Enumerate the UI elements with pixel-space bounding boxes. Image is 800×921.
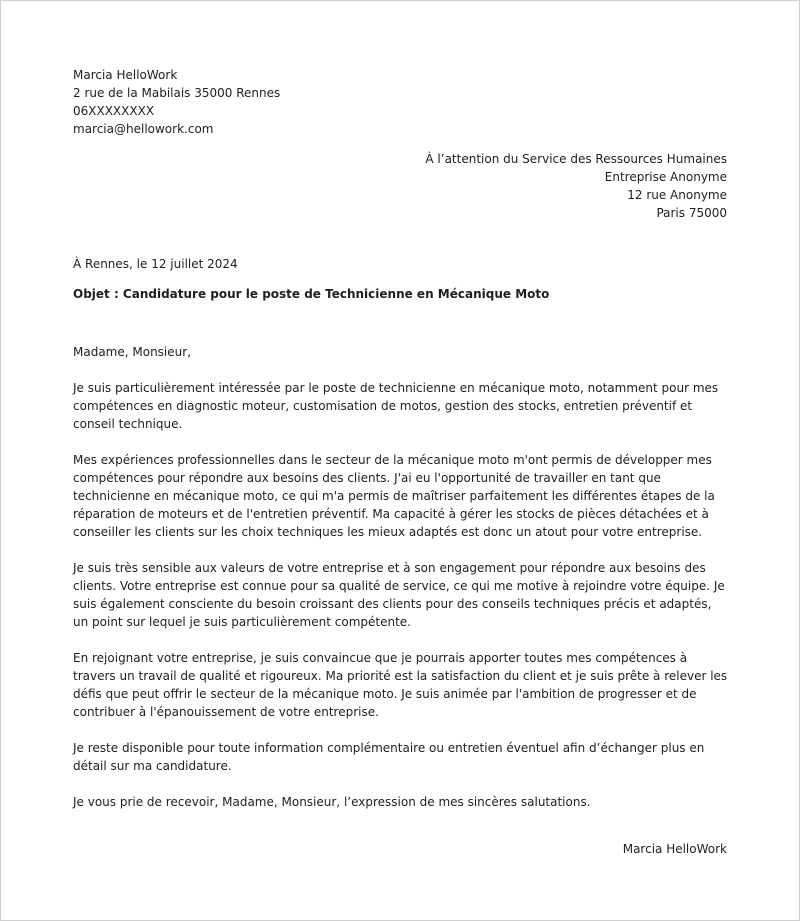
paragraph-1: Je suis particulièrement intéressée par le poste de technicienne en mécanique moto, notamment pour mes compétences en diagnostic moteur, customisation de motos, gestion des stocks, entretien préventif et conseil technique.: [73, 381, 719, 431]
greeting: Madame, Monsieur,: [73, 345, 192, 359]
recipient-city: Paris 75000: [656, 206, 727, 220]
paragraph-2: Mes expériences professionnelles dans le secteur de la mécanique moto m'ont permis de développer mes compétences pour répondre aux besoins des clients. J'ai eu l'opportunité de travailler en tant que technicienne en mécanique moto, ce qui m'a permis de maîtriser parfaitement les différentes étapes de la réparation de moteurs et de l'entretien préventif. Ma capacité à gérer les stocks de pièces détachées et à conseiller les clients sur les choix techniques les mieux adaptés est donc un atout pour votre entreprise.: [73, 453, 715, 539]
recipient-attention: À l’attention du Service des Ressources Humaines: [425, 152, 727, 166]
paragraph-4: En rejoignant votre entreprise, je suis convaincue que je pourrais apporter toutes mes compétences à travers un travail de qualité et rigoureux. Ma priorité est la satisfaction du client et je suis prête à relever les défis que peut offrir le secteur de la mécanique moto. Je suis animée par l'ambition de progresser et de contribuer à l'épanouissement de votre entreprise.: [73, 651, 728, 719]
letter-body: [73, 343, 729, 829]
paragraph-5: Je reste disponible pour toute information complémentaire ou entretien éventuel afin d’échanger plus en détail sur ma candidature.: [73, 741, 705, 773]
sender-email: marcia@hellowork.com: [73, 122, 214, 136]
recipient-company: Entreprise Anonyme: [604, 170, 727, 184]
paragraph-3: Je suis très sensible aux valeurs de votre entreprise et à son engagement pour répondre aux besoins des clients. Votre entreprise est connue pour sa qualité de service, ce qui me motive à rejoindre votre équipe. Je suis également consciente du besoin croissant des clients pour des conseils techniques précis et adaptés, un point sur lequel je suis particulièrement compétente.: [73, 561, 725, 629]
letter-subject: Objet : Candidature pour le poste de Technicienne en Mécanique Moto: [73, 287, 550, 301]
sender-address: 2 rue de la Mabilais 35000 Rennes: [73, 86, 281, 100]
signature: Marcia HelloWork: [622, 842, 727, 856]
recipient-block: [425, 150, 727, 222]
sender-block: [73, 66, 280, 138]
sender-name: Marcia HelloWork: [73, 68, 178, 82]
recipient-street: 12 rue Anonyme: [627, 188, 727, 202]
letter-date: À Rennes, le 12 juillet 2024: [73, 257, 238, 271]
closing-paragraph: Je vous prie de recevoir, Madame, Monsieur, l’expression de mes sincères salutations.: [73, 795, 591, 809]
sender-phone: 06XXXXXXXX: [73, 104, 155, 118]
